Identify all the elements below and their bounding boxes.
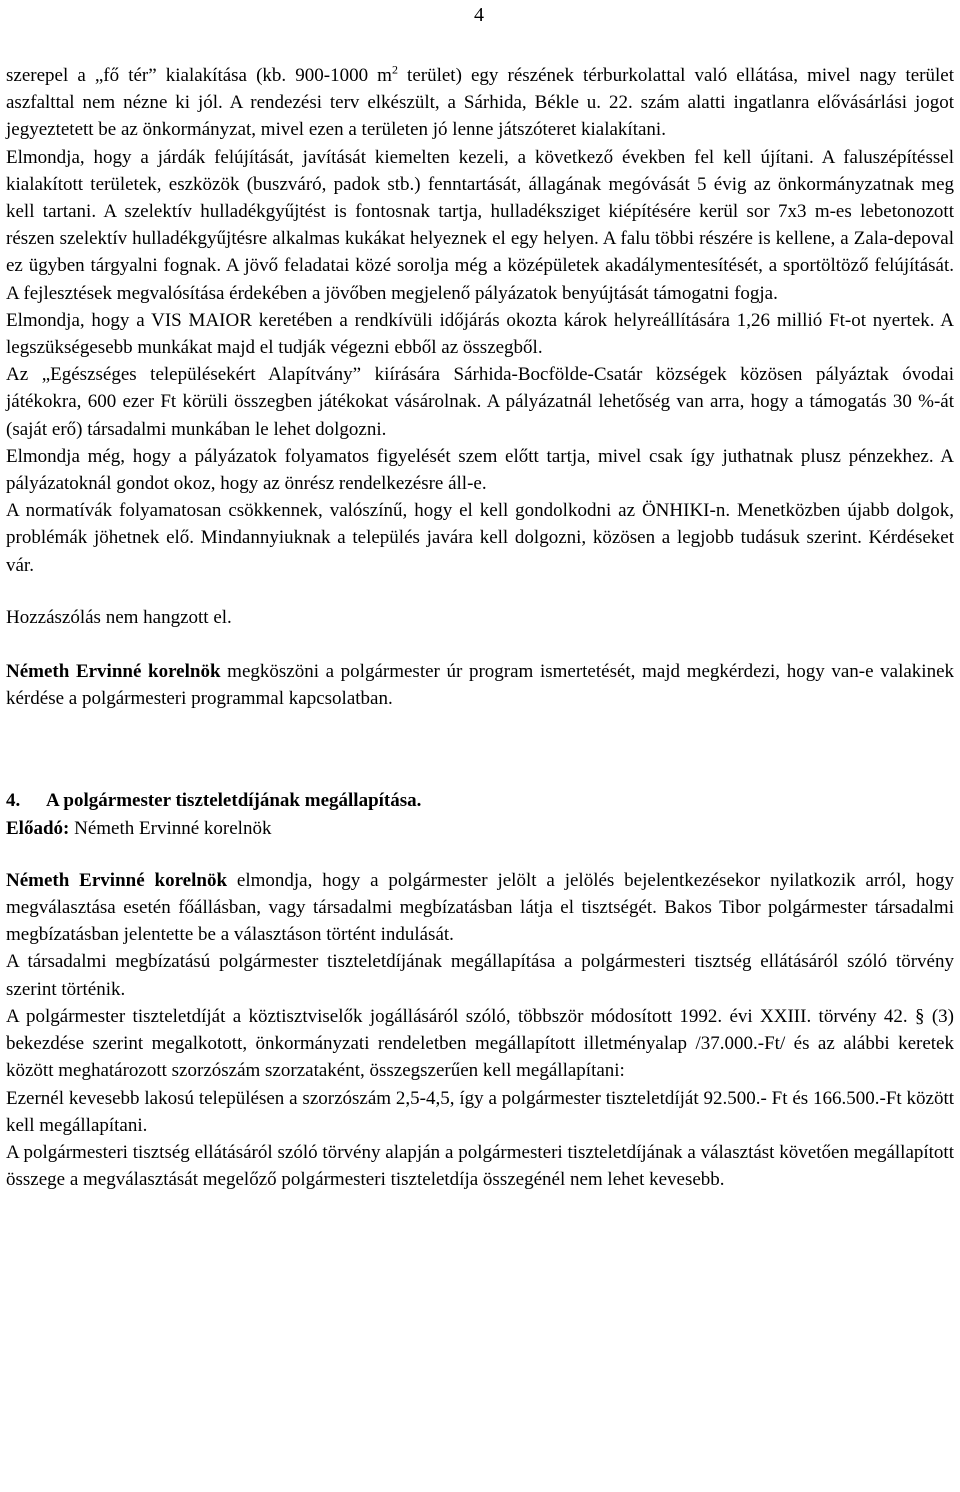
paragraph-main-square [6, 62, 954, 144]
presenter-label: Előadó: [6, 817, 70, 839]
paragraph-text: szerepel a „fő tér” kialakítása (kb. 900-1000 m [6, 65, 392, 86]
paragraph-minimum-rule: A polgármesteri tisztség ellátásáról szóló törvény alapján a polgármesteri tiszteletdíjának a választást követően megállapított összege a megválasztását megelőző polgármesteri tiszteletdíja összegénél nem lehet kevesebb. [6, 1141, 954, 1191]
agenda-presenter [6, 815, 954, 842]
agenda-item-heading [6, 787, 954, 814]
presenter-name: Németh Ervinné korelnök [69, 817, 272, 839]
paragraph-text: terület) egy részének térburkolattal való ellátása, mivel nagy terület aszfalttal nem nézne ki jól. A rendezési terv elkészült, a Sárhida, Békle u. 22. szám alatti ingatlanra elővásárlási jogot jegyeztetett be az önkormányzat, mivel ezen a területen jó lenne játszóteret kialakítani. [6, 65, 955, 141]
paragraph-foundation: Az „Egészséges településekért Alapítvány” kiírására Sárhida-Bocfölde-Csatár községek közösen pályáztak óvodai játékokra, 600 ezer Ft körüli összegben játékokat vásárolnak. A pályázatnál lehetőség van arra, hogy a támogatás 30 %-át (saját erő) társadalmi munkában le lehet dolgozni. [6, 364, 954, 440]
speaker-name: Németh Ervinné korelnök [6, 869, 228, 891]
paragraph-normatives: A normatívák folyamatosan csökkennek, valószínű, hogy el kell gondolkodni az ÖNHIKI-n. Menetközben újabb dolgok, problémák jöhetnek elő. Mindannyiuknak a település javára kell dolgozni, közösen a legjobb tudásuk szerint. Kérdéseket vár. [6, 500, 954, 576]
paragraph-vis-maior: Elmondja, hogy a VIS MAIOR keretében a rendkívüli időjárás okozta károk helyreállítására 1,26 millió Ft-ot nyertek. A legszükségesebb munkákat majd el tudják végezni ebből az összegből. [6, 309, 954, 359]
document-body [6, 62, 954, 1193]
paragraph-text: elmondja, hogy a polgármester jelölt a jelölés bejelentkezésekor nyilatkozik arról, hogy megválasztása esetén főállásban, vagy társadalmi megbízatásban látja el tisztségét. Bakos Tibor polgármester társadalmi megbízatásban jelentette be a választáson történt indulását. [6, 869, 954, 946]
paragraph-law-reference: A társadalmi megbízatású polgármester tiszteletdíjának megállapítása a polgármesteri tisztség ellátásáról szóló törvény szerint történik. [6, 951, 954, 1000]
paragraph-salary-basis: A polgármester tiszteletdíját a köztisztviselők jogállásáról szóló, többször módosított 1992. évi XXIII. törvény 42. § (3) bekezdése szerint megalkotott, önkormányzati rendeletben megállapított illetményalap /37.000.-Ft/ és az alábbi keretek között meghatározott szorzószám szorzataként, összegszerűen kell megállapítani: [6, 1005, 954, 1082]
superscript: 2 [391, 62, 398, 77]
paragraph-chair-statement [6, 867, 954, 949]
speaker-name: Németh Ervinné korelnök [6, 661, 221, 683]
paragraph-tenders: Elmondja még, hogy a pályázatok folyamatos figyelését szem előtt tartja, mivel csak így juthatnak plusz pénzekhez. A pályázatoknál gondot okoz, hogy az önrész rendelkezésre áll-e. [6, 445, 954, 495]
paragraph-sidewalks: Elmondja, hogy a járdák felújítását, javítását kiemelten kezeli, a következő években fel kell újítani. A faluszépítéssel kialakított területek, eszközök (buszváró, padok stb.) fenntartását, állagának megóvását 5 évig az önkormányzatnak meg kell tartani. A szelektív hulladékgyűjtést is fontosnak tartja, hulladéksziget kiépítésére kerül sor 7x3 m-es lebetonozott részen szelektív hulladékgyűjtésre alkalmas kukákat helyeznek el egy helyen. A falu többi részére is kellene, a Zala-depoval ez ügyben tárgyalni fognak. A jövő feladatai közé sorolja még a középületek akadálymentesítését, a sportöltöző felújítását. A fejlesztések megvalósítása érdekében a jövőben megjelenő pályázatok benyújtását támogatni fogja. [6, 146, 954, 304]
paragraph-no-comments: Hozzászólás nem hangzott el. [6, 606, 232, 628]
paragraph-text: megköszöni a polgármester úr program ismertetését, majd megkérdezi, hogy van-e valakinek kérdése a polgármesteri programmal kapcsolatban. [6, 661, 955, 710]
agenda-number: 4. [6, 790, 21, 812]
paragraph-multiplier: Ezernél kevesebb lakosú településen a szorzószám 2,5-4,5, így a polgármester tiszteletdíját 92.500.- Ft és 166.500.-Ft között kell megállapítani. [6, 1087, 954, 1136]
paragraph-chair-thanks [6, 658, 954, 712]
page-number: 4 [474, 4, 484, 26]
agenda-title: A polgármester tiszteletdíjának megállapítása. [46, 790, 422, 812]
